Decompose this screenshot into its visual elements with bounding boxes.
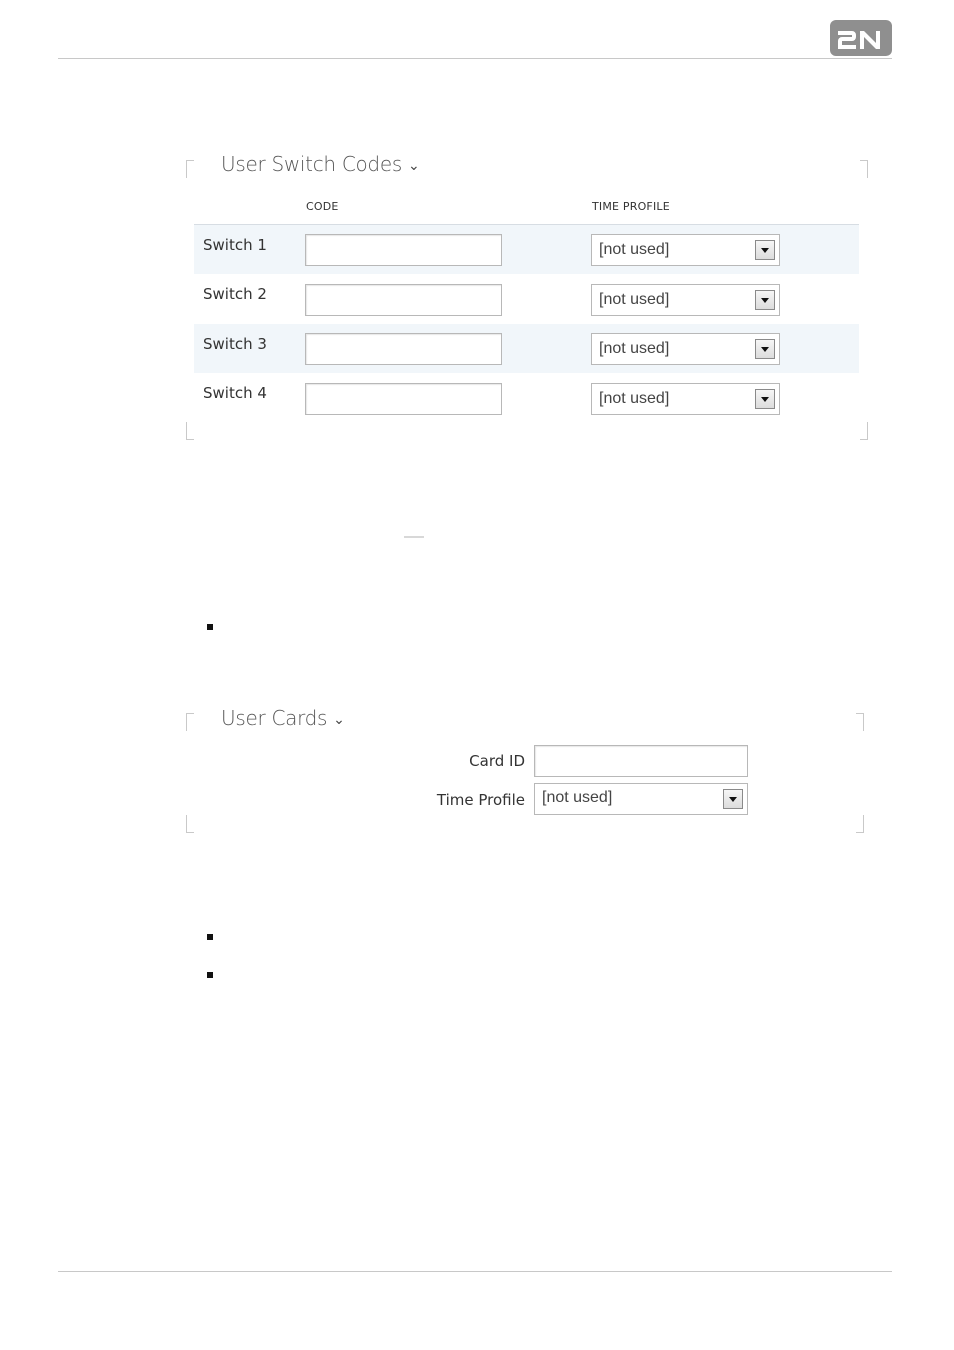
user-switch-codes-panel (186, 152, 868, 440)
chevron-down-icon[interactable]: ⌄ (333, 712, 345, 728)
chevron-down-icon[interactable]: ⌄ (407, 158, 420, 174)
brand-logo (830, 20, 892, 56)
dropdown-arrow-icon[interactable] (755, 290, 775, 310)
user-cards-title[interactable] (221, 706, 345, 730)
table-row-switch-3 (194, 324, 859, 373)
select-value: [not used] (599, 390, 670, 407)
user-cards-panel (186, 706, 864, 833)
switch-1-code-input[interactable] (305, 234, 502, 266)
select-value: [not used] (599, 340, 670, 357)
switch-label: Switch 4 (203, 384, 267, 402)
switch-2-time-profile-select[interactable] (591, 284, 780, 316)
switch-label: Switch 3 (203, 335, 267, 353)
select-value: [not used] (599, 291, 670, 308)
table-row-switch-1 (194, 225, 859, 274)
bullet-marker (207, 934, 213, 940)
select-value: [not used] (599, 241, 670, 258)
footer-divider (58, 1271, 892, 1272)
switch-codes-title[interactable] (221, 152, 419, 176)
logo-2n-mark (830, 20, 892, 56)
column-header-code: CODE (306, 200, 339, 213)
card-id-label: Card ID (469, 752, 525, 770)
table-row-switch-2 (194, 274, 859, 323)
switch-codes-title-text: User Switch Codes (221, 152, 402, 176)
faint-mark (404, 536, 424, 538)
dropdown-arrow-icon[interactable] (755, 240, 775, 260)
select-value: [not used] (542, 789, 613, 806)
dropdown-arrow-icon[interactable] (755, 389, 775, 409)
user-cards-title-text: User Cards (221, 706, 328, 730)
switch-2-code-input[interactable] (305, 284, 502, 316)
switch-label: Switch 1 (203, 236, 267, 254)
time-profile-label: Time Profile (436, 791, 525, 809)
table-row-switch-4 (194, 373, 859, 422)
switch-label: Switch 2 (203, 285, 267, 303)
card-id-input[interactable] (534, 745, 748, 777)
switch-4-code-input[interactable] (305, 383, 502, 415)
switch-1-time-profile-select[interactable] (591, 234, 780, 266)
bullet-marker (207, 972, 213, 978)
card-time-profile-select[interactable] (534, 783, 748, 815)
bullet-marker (207, 624, 213, 630)
dropdown-arrow-icon[interactable] (723, 789, 743, 809)
switch-3-time-profile-select[interactable] (591, 333, 780, 365)
column-header-time-profile: TIME PROFILE (592, 200, 670, 213)
dropdown-arrow-icon[interactable] (755, 339, 775, 359)
header-divider (58, 58, 892, 59)
switch-3-code-input[interactable] (305, 333, 502, 365)
switch-4-time-profile-select[interactable] (591, 383, 780, 415)
